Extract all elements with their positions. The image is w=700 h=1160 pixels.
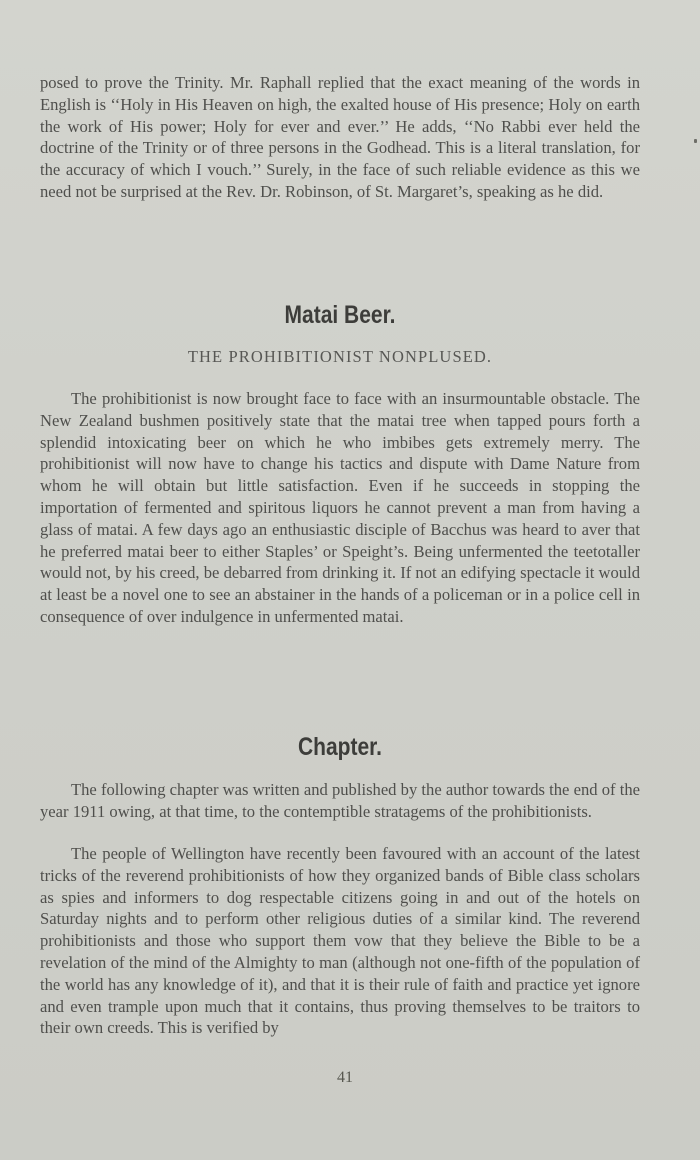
chapter-paragraph-2: The people of Wellington have recently been favoured with an account of the latest tricks of the reverend prohibitionists of how they organized bands of Bible class scholars as spies and informers to dog respectable citizens going in and out of the hotels on Saturday nights and to perform other religious duties of a similar kind. The reverend prohibitionists and those who support them vow that they believe the Bible to be a revelation of the mind of the Almighty to man (although not one-fifth of the population of the world has any knowledge of it), and that it is their rule of faith and practice yet ignore and even trample upon much that it contains, thus proving themselves to be traitors to their own creeds. This is verified by [40,844,640,1038]
chapter-paragraph-1: The following chapter was written and published by the author towards the end of the year 1911 owing, at that time, to the contemptible stratagems of the prohibitionists. [40,780,640,821]
intro-paragraph: posed to prove the Trinity. Mr. Raphall replied that the exact meaning of the words in English is ‘‘Holy in His Heaven on high, the exalted house of His presence; Holy on earth the work of His power; Holy for ever and ever.’’ He adds, ‘‘No Rabbi ever held the doctrine of the Trinity or of three persons in the Godhead. This is a literal translation, for the accuracy of which I vouch.’’ Surely, in the face of such reliable evidence as this we need not be surprised at the Rev. Dr. Robinson, of St. Margaret’s, speaking as he did. [40,73,640,201]
matai-beer-body: The prohibitionist is now brought face to face with an insurmountable obstacle. The New Zealand bushmen positively state that the matai tree when tapped pours forth a splendid intoxicating beer on which he who imbibes gets extremely merry. The prohibitionist will now have to change his tactics and dispute with Dame Nature from whom he will obtain but little satisfaction. Even if he succeeds in stopping the importation of fermented and spiritous liquors he cannot prevent a man from having a glass of matai. A few days ago an enthusiastic disciple of Bacchus was heard to aver that he preferred matai beer to either Staples’ or Speight’s. Being unfermented the teetotaller would not, by his creed, be debarred from drinking it. If not an edifying spectacle it would at least be a novel one to see an abstainer in the hands of a policeman or in a police cell in consequence of over indulgence in unfermented matai. [40,389,640,626]
page-number: 41 [337,1069,353,1086]
chapter-heading: Chapter. [297,733,383,761]
paper-speck [694,139,697,143]
matai-beer-subheading: THE PROHIBITIONIST NONPLUSED. [187,347,493,366]
matai-beer-heading: Matai Beer. [284,301,396,329]
